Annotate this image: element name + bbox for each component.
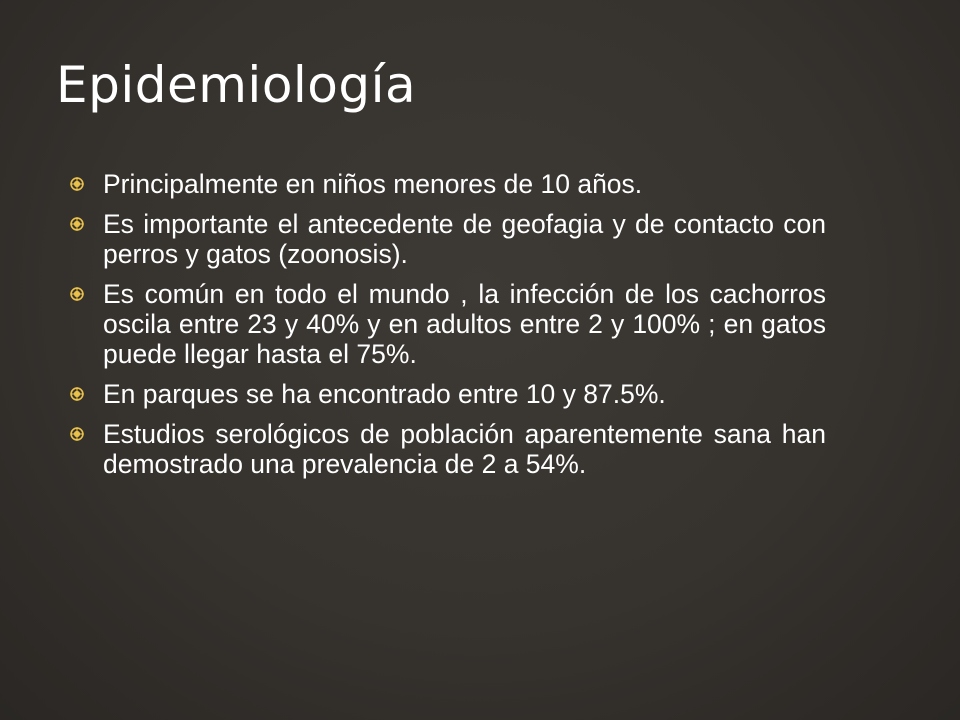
- bullet-item: [70, 279, 826, 369]
- bullet-item: [70, 419, 826, 479]
- target-bullet-icon: [70, 387, 84, 401]
- bullet-item: [70, 379, 826, 409]
- bullet-text: Es importante el antecedente de geofagia y de contacto con perros y gatos (zoonosis).: [103, 209, 826, 269]
- target-bullet-icon: [70, 217, 84, 231]
- bullet-text: Principalmente en niños menores de 10 años.: [103, 169, 643, 199]
- bullet-text: En parques se ha encontrado entre 10 y 87.5%.: [103, 379, 666, 409]
- bullet-list: [70, 169, 826, 489]
- slide-title: Epidemiología: [56, 56, 417, 114]
- bullet-item: [70, 169, 826, 199]
- target-bullet-icon: [70, 287, 84, 301]
- target-bullet-icon: [70, 427, 84, 441]
- bullet-text: Es común en todo el mundo , la infección de los cachorros oscila entre 23 y 40% y en adultos entre 2 y 100% ; en gatos puede llegar hasta el 75%.: [103, 279, 826, 369]
- bullet-item: [70, 209, 826, 269]
- bullet-text: Estudios serológicos de población aparentemente sana han demostrado una prevalencia de 2 a 54%.: [103, 419, 826, 479]
- target-bullet-icon: [70, 177, 84, 191]
